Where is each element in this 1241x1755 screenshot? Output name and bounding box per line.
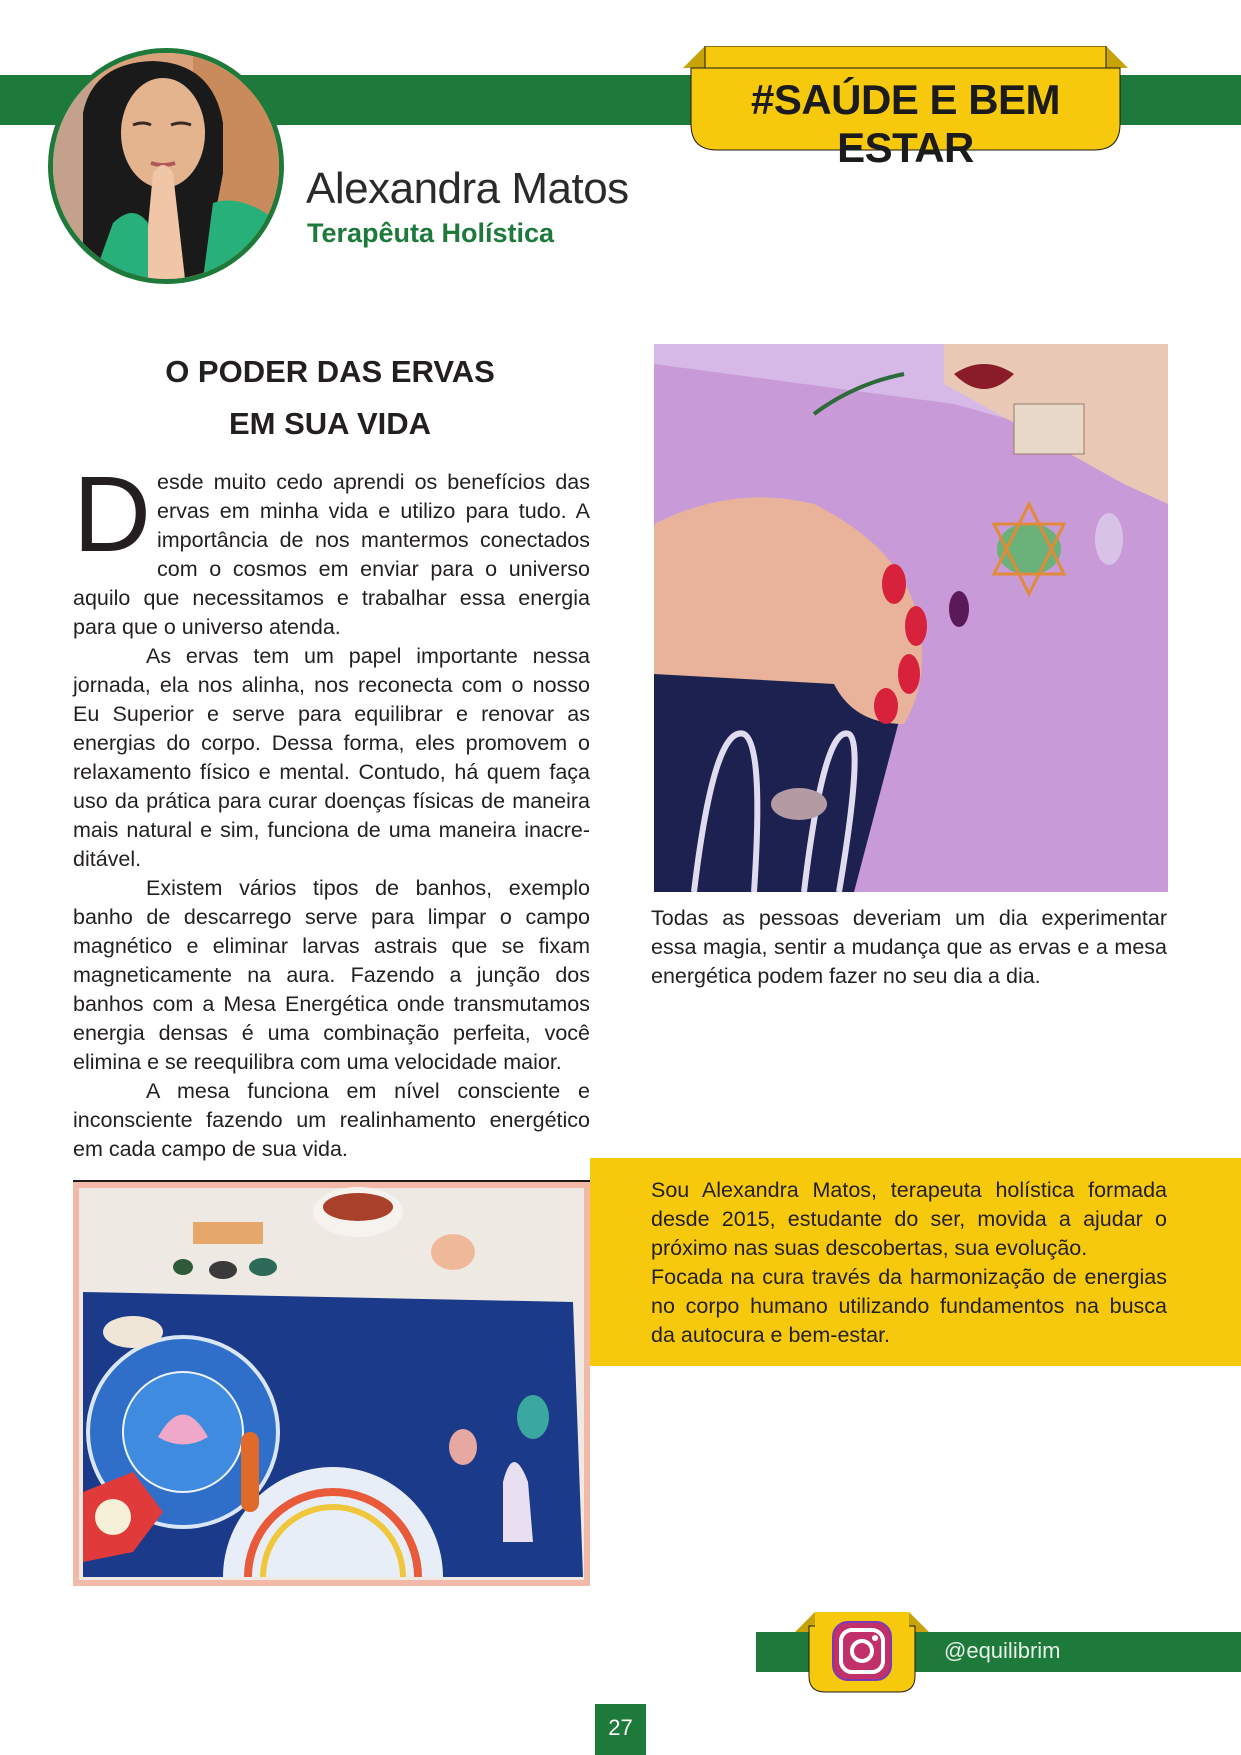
paragraph-4: A mesa funciona em nível consciente e inconsciente fazendo um realinhamento energético em cada campo de sua vida.: [73, 1079, 590, 1161]
bio-paragraph-2: Focada na cura través da harmonização de energias no corpo humano utilizando fundamentos na busca da autocura e bem-estar.: [651, 1265, 1167, 1347]
paragraph-1-text: esde muito cedo aprendi os benefícios das ervas em minha vida e utilizo para tudo. A importância de nos mantermos conectados com o cosmos em enviar para o universo aquilo que necessitamos e trabalhar essa energia para que o universo atenda.: [73, 470, 590, 639]
author-bio-text: [651, 1176, 1167, 1350]
photo-caption: Todas as pessoas deveriam um dia experimentar essa magia, sentir a mudança que as ervas e a mesa energética podem fazer no seu dia a dia.: [651, 906, 1167, 988]
instagram-icon[interactable]: [833, 1622, 891, 1680]
hand-on-mesa-image: [654, 344, 1168, 892]
paragraph-3: Existem vários tipos de banhos, exemplo banho de descarrego serve para limpar o campo magnético e eliminar larvas astrais que se fixam magneticamente na aura. Fazendo a junção dos banhos com a Mesa Energética onde transmutamos energia densas é uma combinação perfeita, você elimina e se reequilibra com uma velocidade maior.: [73, 876, 590, 1074]
drop-cap: D: [73, 453, 151, 574]
page-number: 27: [595, 1704, 646, 1755]
author-bio-box: [590, 1158, 1241, 1366]
bio-paragraph-1: Sou Alexandra Matos, terapeuta holística formada desde 2015, estudante do ser, movida a ajudar o próximo nas suas descobertas, sua evolução.: [651, 1178, 1167, 1260]
article-body: [73, 453, 590, 1164]
mesa-energetica-image: [73, 1182, 590, 1586]
author-role: Terapêuta Holística: [307, 218, 555, 248]
paragraph-2: As ervas tem um papel importante nessa jornada, ela nos alinha, nos reconecta com o nosso Eu Superior e serve para equilibrar e renovar as energias do corpo. Dessa forma, eles promovem o relaxamento físico e mental. Contudo, há quem faça uso da prática para curar doenças físicas de maneira mais natural e sim, funciona de uma maneira inacre-ditável.: [73, 644, 590, 871]
author-name: Alexandra Matos: [306, 164, 629, 213]
author-portrait: [53, 53, 279, 279]
article-title-line-1: O PODER DAS ERVAS: [165, 354, 495, 389]
energy-table-hand-photo: [654, 344, 1168, 892]
article-title: [110, 346, 550, 450]
paragraph-1: [73, 453, 590, 642]
instagram-badge[interactable]: [795, 1606, 929, 1696]
energy-table-photo: [73, 1182, 590, 1586]
section-tag-banner: [683, 46, 1128, 171]
article-title-line-2: EM SUA VIDA: [228, 406, 432, 441]
instagram-handle[interactable]: @equilibrim: [944, 1638, 1061, 1663]
author-avatar: [48, 48, 284, 284]
instagram-badge-shape: [795, 1606, 929, 1696]
section-tag-label: #SAÚDE E BEM ESTAR: [750, 76, 1061, 171]
